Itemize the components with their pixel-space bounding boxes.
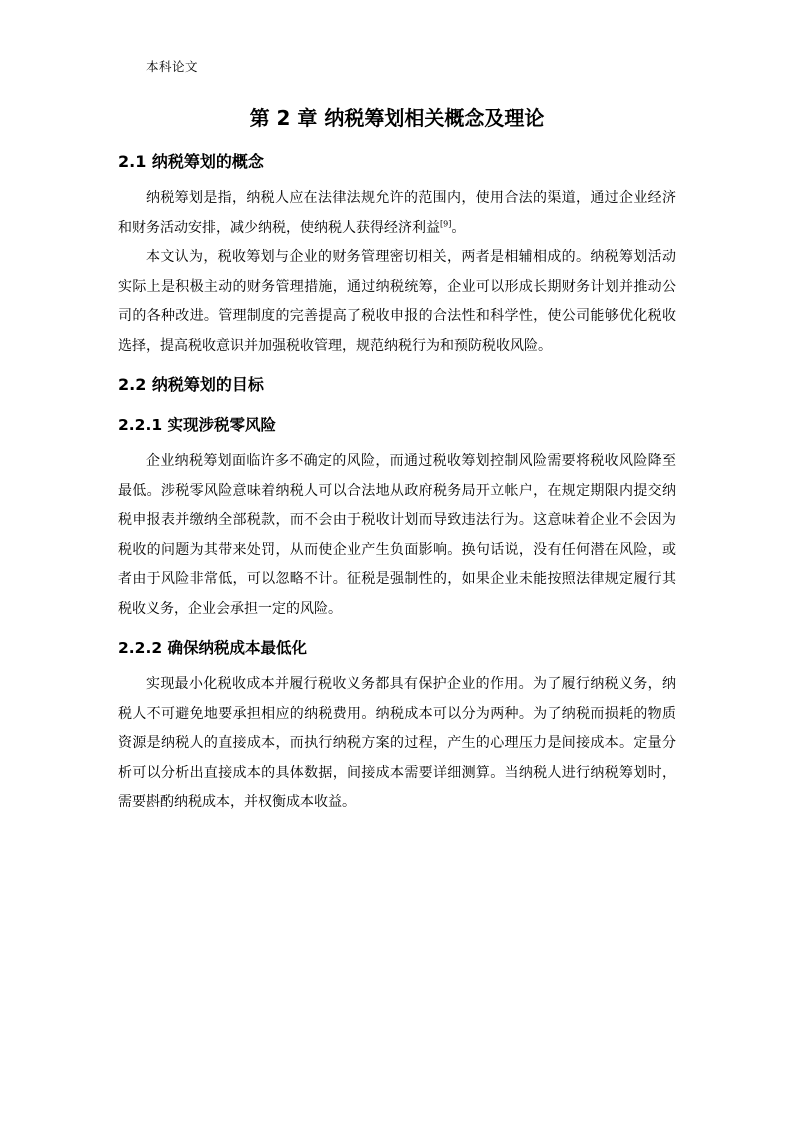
paragraph-concept-definition	[118, 184, 676, 243]
paragraph-author-view: 本文认为，税收筹划与企业的财务管理密切相关，两者是相辅相成的。纳税筹划活动实际上是积极主动的财务管理措施，通过纳税统筹，企业可以形成长期财务计划并推动公司的各种改进。管理制度的完善提高了税收申报的合法性和科学性，使公司能够优化税收选择，提高税收意识并加强税收管理，规范纳税行为和预防税收风险。	[118, 249, 676, 354]
page-body	[118, 96, 676, 818]
chapter-title: 第 2 章 纳税筹划相关概念及理论	[249, 106, 545, 130]
subsection-heading-2-2-1: 2.2.1 实现涉税零风险	[118, 416, 277, 434]
subsection-heading-2-2-2: 2.2.2 确保纳税成本最低化	[118, 639, 308, 657]
paragraph-tail: 。	[451, 219, 466, 236]
paragraph-min-cost: 实现最小化税收成本并履行税收义务都具有保护企业的作用。为了履行纳税义务，纳税人不可避免地要承担相应的纳税费用。纳税成本可以分为两种。为了纳税而损耗的物质资源是纳税人的直接成本，而执行纳税方案的过程，产生的心理压力是间接成本。定量分析可以分析出直接成本的具体数据，间接成本需要详细测算。当纳税人进行纳税筹划时，需要斟酌纳税成本，并权衡成本收益。	[118, 676, 676, 810]
running-header: 本科论文	[146, 59, 199, 74]
citation-ref: [9]	[440, 218, 452, 228]
section-heading-2-1: 2.1 纳税筹划的概念	[118, 152, 264, 171]
paragraph-zero-risk: 企业纳税筹划面临许多不确定的风险，而通过税收筹划控制风险需要将税收风险降至最低。涉税零风险意味着纳税人可以合法地从政府税务局开立帐户，在规定期限内提交纳税申报表并缴纳全部税款，而不会由于税收计划而导致违法行为。这意味着企业不会因为税收的问题为其带来处罚，从而使企业产生负面影响。换句话说，没有任何潜在风险，或者由于风险非常低，可以忽略不计。征税是强制性的，如果企业未能按照法律规定履行其税收义务，企业会承担一定的风险。	[118, 453, 676, 617]
section-heading-2-2: 2.2 纳税筹划的目标	[118, 375, 264, 394]
paragraph-text: 纳税筹划是指，纳税人应在法律法规允许的范围内，使用合法的渠道，通过企业经济和财务活动安排，减少纳税，使纳税人获得经济利益	[118, 190, 676, 236]
